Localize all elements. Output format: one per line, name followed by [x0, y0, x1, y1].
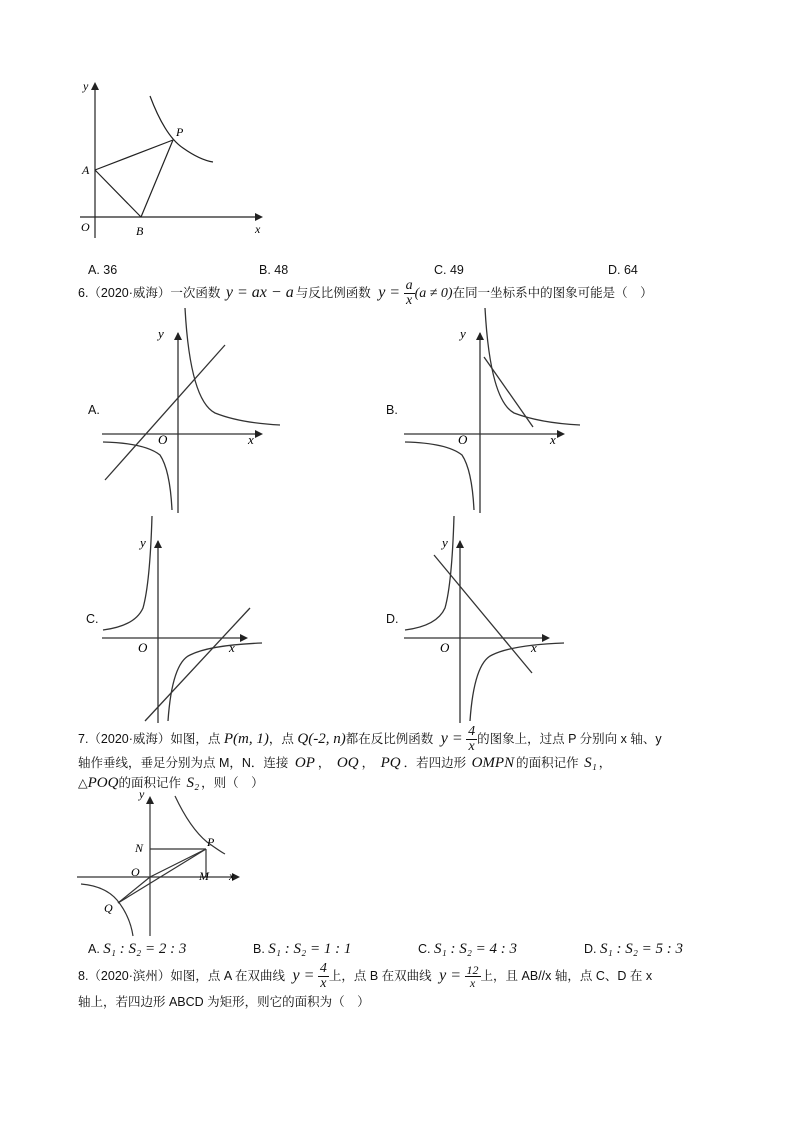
q6-inverse-condition: (a ≠ 0)	[414, 286, 453, 301]
q6-graph-c[interactable]	[100, 513, 270, 725]
q5-origin-label: O	[81, 220, 90, 234]
q7-option-a[interactable]: A. S₁ : S₂ = 2 : 3	[88, 941, 187, 957]
q7-point-m-label: M	[199, 869, 209, 883]
q7-point-n-label: N	[135, 841, 144, 855]
q5-option-b[interactable]: B. 48	[259, 263, 289, 277]
q6c-y-label: y	[140, 535, 146, 550]
q7-option-c[interactable]: C. S₁ : S₂ = 4 : 3	[418, 941, 518, 957]
q6-option-a-label[interactable]: A.	[88, 403, 100, 417]
q5-point-p-label: P	[176, 125, 184, 139]
q5-x-label: x	[255, 222, 261, 236]
q6d-x-label: x	[531, 640, 537, 655]
q6b-y-label: y	[460, 326, 466, 341]
q7-y-label: y	[139, 788, 145, 801]
q7-point-p-label: P	[207, 835, 215, 849]
q6-graph-d[interactable]	[402, 513, 572, 725]
q7-origin-label: O	[131, 865, 140, 879]
q5-point-b-label: B	[136, 224, 144, 238]
q7-figure	[75, 788, 250, 938]
q6-linear-eq: y = ax − a	[225, 284, 294, 301]
q5-point-a-label: A	[82, 163, 90, 177]
q7-point-q-label: Q	[104, 901, 113, 915]
q6-inverse-lhs: y =	[378, 284, 401, 301]
q7-x-label: x	[229, 869, 235, 883]
q6b-origin-label: O	[458, 432, 468, 447]
q6-mid: 与反比例函数	[295, 286, 371, 300]
q7-function-fraction: $\frac{4}{x}$	[468, 724, 476, 755]
q6a-origin-label: O	[158, 432, 168, 447]
q8-line1: 8.（2020·滨州）如图，点 A 在双曲线 y = $\frac{4}{x}$ 上，点 B 在双曲线 y = $\frac{12}{x}$ 上，且 AB//x 轴，点 C、D 在 x	[78, 961, 653, 992]
q6-graph-b[interactable]	[402, 305, 587, 515]
q6-prefix: 6.（2020·威海）一次函数	[78, 286, 221, 300]
q6-option-b-label[interactable]: B.	[386, 403, 398, 417]
q5-option-a[interactable]: A. 36	[88, 263, 118, 277]
q7-point-p: P(m, 1)	[223, 731, 269, 747]
q6c-origin-label: O	[138, 640, 148, 655]
q7-line2: 轴作垂线，垂足分别为点 M，N．连接 OP ， OQ ， PQ ．若四边形 OMPN 的面积记作 S₁ ，	[78, 755, 612, 771]
q6-inverse-fraction: $\frac{a}{x}$	[405, 278, 413, 309]
q5-option-d[interactable]: D. 64	[608, 263, 638, 277]
q6d-y-label: y	[442, 535, 448, 550]
q6-suffix: 在同一坐标系中的图象可能是（ ）	[452, 286, 653, 300]
q7-option-b[interactable]: B. S₁ : S₂ = 1 : 1	[253, 941, 352, 957]
q6-option-d-label[interactable]: D.	[386, 612, 399, 626]
q6a-y-label: y	[158, 326, 164, 341]
q7-option-d[interactable]: D. S₁ : S₂ = 5 : 3	[584, 941, 684, 957]
q8-hyperbola2-fraction: $\frac{12}{x}$	[466, 963, 479, 991]
q6a-x-label: x	[248, 432, 254, 447]
q6-option-c-label[interactable]: C.	[86, 612, 99, 626]
q7-line3: △POQ的面积记作 S₂ ，则（ ）	[78, 775, 264, 791]
q7-point-q: Q(-2, n)	[297, 731, 346, 747]
q7-line1: 7.（2020·威海）如图，点 P(m, 1)，点 Q(-2, n)都在反比例函数 y = $\frac{4}{x}$ 的图象上，过点 P 分别向 x 轴、y	[78, 724, 662, 755]
q6-graph-a[interactable]	[100, 305, 285, 515]
q5-y-label: y	[83, 79, 89, 93]
q5-option-c[interactable]: C. 49	[434, 263, 464, 277]
q6b-x-label: x	[550, 432, 556, 447]
q8-hyperbola1-fraction: $\frac{4}{x}$	[319, 961, 327, 992]
q6d-origin-label: O	[440, 640, 450, 655]
q5-figure	[75, 78, 275, 243]
q6c-x-label: x	[229, 640, 235, 655]
q8-line2: 轴上，若四边形 ABCD 为矩形，则它的面积为（ ）	[78, 995, 370, 1009]
